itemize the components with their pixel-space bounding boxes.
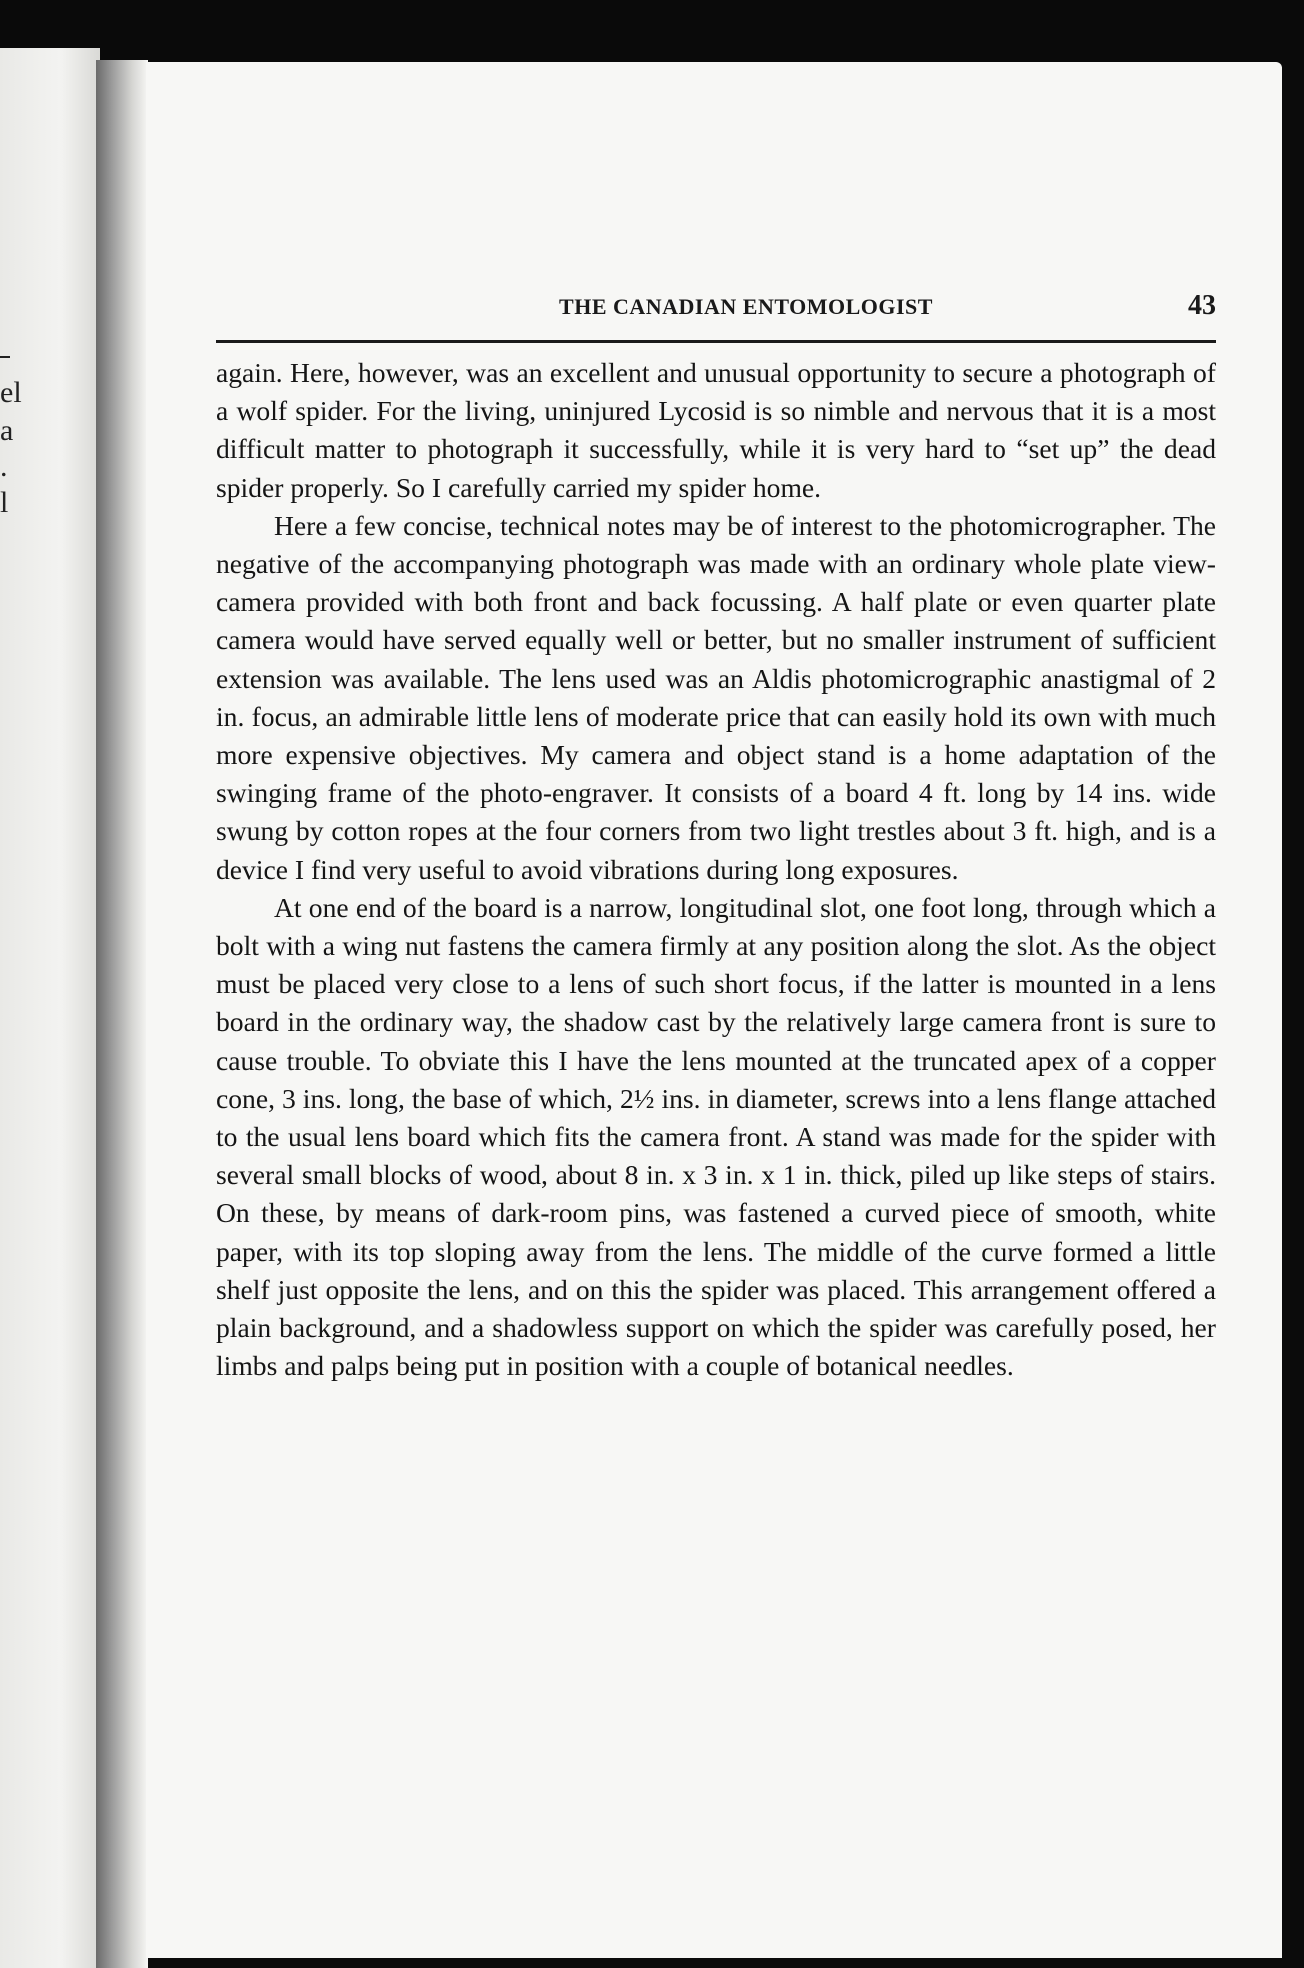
paragraph: At one end of the board is a narrow, longitudinal slot, one foot long, through which a bolt with a wing nut fastens the camera firmly at any position along the slot. As the object must be placed very close to a lens of such short focus, if the latter is mounted in a lens board in the ordinary way, the shadow cast by the relatively large camera front is sure to cause trouble. To obviate this I have the lens mounted at the truncated apex of a copper cone, 3 ins. long, the base of which, 2½ ins. in diameter, screws into a lens flange attached to the usual lens board which fits the camera front. A stand was made for the spider with several small blocks of wood, about 8 in. x 3 in. x 1 in. thick, piled up like steps of stairs. On these, by means of dark-room pins, was fastened a curved piece of smooth, white paper, with its top sloping away from the lens. The middle of the curve formed a little shelf just opposite the lens, and on this the spider was placed. This arrangement offered a plain background, and a shadowless support on which the spider was carefully posed, her limbs and palps being put in position with a couple of botanical needles. xyxy=(216,891,1216,1382)
paragraph: Here a few concise, technical notes may be of interest to the photomicrographer. The negative of the accompanying photograph was made with an ordinary whole plate view-camera provided with both front and back focussing. A half plate or even quarter plate camera would have served equally well or better, but no smaller instrument of sufficient extension was available. The lens used was an Aldis photomicrographic anastigmal of 2 in. focus, an admirable little lens of moderate price that can easily hold its own with much more expensive objectives. My camera and object stand is a home adaptation of the swinging frame of the photo-engraver. It consists of a board 4 ft. long by 14 ins. wide swung by cotton ropes at the four corners from two light trestles about 3 ft. high, and is a device I find very useful to avoid vibrations during long exposures. xyxy=(216,509,1216,885)
book-page xyxy=(146,62,1282,1958)
facing-page-rule xyxy=(0,356,10,358)
running-title: THE CANADIAN ENTOMOLOGIST xyxy=(559,294,933,319)
facing-page-fragment: l xyxy=(0,486,9,519)
scan-border xyxy=(0,0,1304,70)
page-number: 43 xyxy=(1188,290,1216,321)
facing-page-fragment: . xyxy=(0,450,8,483)
header-rule xyxy=(216,340,1216,343)
page-gutter-shadow xyxy=(96,60,148,1968)
paragraph: again. Here, however, was an excellent and unusual opportunity to secure a photograph of a wolf spider. For the living, uninjured Lycosid is so nimble and nervous that it is a most difficult matter to photograph it successfully, while it is very hard to “set up” the dead spider properly. So I carefully carried my spider home. xyxy=(216,357,1216,503)
running-head xyxy=(216,290,1216,334)
body-text xyxy=(216,354,1216,1385)
facing-page-fragment: a xyxy=(0,414,14,447)
facing-page-edge xyxy=(0,48,100,1968)
facing-page-fragment: el xyxy=(0,376,22,409)
